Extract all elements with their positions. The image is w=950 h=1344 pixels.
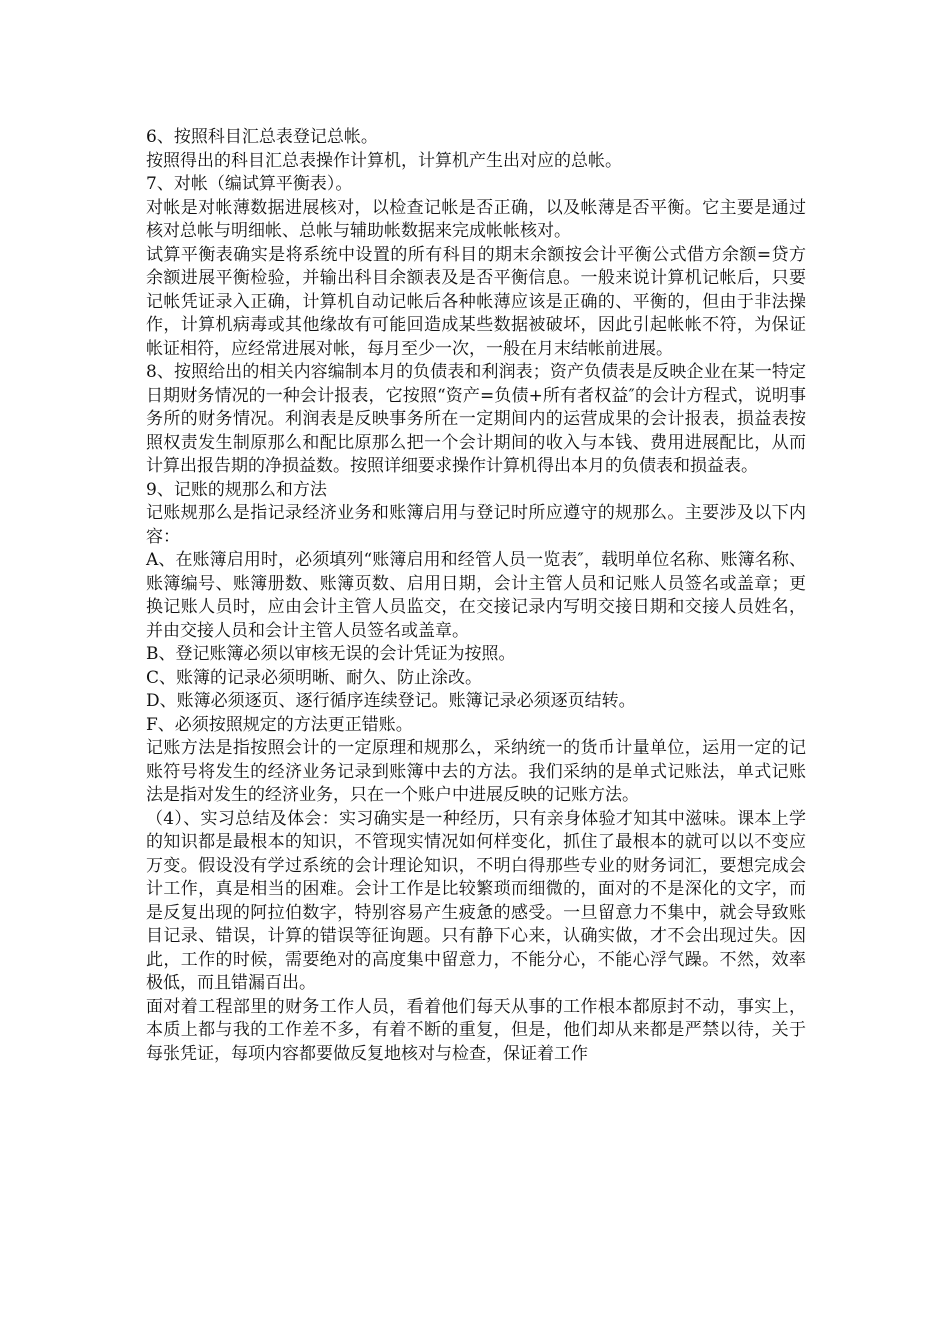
paragraph-heading-7: 7、对帐（编试算平衡表）。	[146, 174, 353, 194]
paragraph-heading-9: 9、记账的规那么和方法	[146, 479, 327, 500]
paragraph-heading-6: 6、按照科目汇总表登记总帐。	[146, 127, 378, 147]
paragraph: 对帐是对帐薄数据进展核对，以检查记帐是否正确，以及帐薄是否平衡。它主要是通过核对总帐与明细帐、总帐与辅助帐数据来完成帐帐核对。	[146, 197, 806, 241]
paragraph: 试算平衡表确实是将系统中设置的所有科目的期末余额按会计平衡公式借方余额=贷方余额进展平衡检验，并输出科目余额表及是否平衡信息。一般来说计算机记帐后，只要记帐凭证录入正确，计算机自动记帐后各种帐薄应该是正确的、平衡的，但由于非法操作，计算机病毒或其他缘故有可能回造成某些数据被破坏，因此引起帐帐不符，为保证帐证相符，应经常进展对帐，每月至少一次，一般在月末结帐前进展。	[146, 244, 806, 359]
paragraph: 面对着工程部里的财务工作人员，看着他们每天从事的工作根本都原封不动，事实上，本质上都与我的工作差不多，有着不断的重复，但是，他们却从来都是严禁以待，关于每张凭证，每项内容都要做反复地核对与检查，保证着工作	[146, 996, 806, 1064]
list-item-a: A、在账簿启用时，必须填列“账簿启用和经管人员一览表″，载明单位名称、账簿名称、账簿编号、账簿册数、账簿页数、启用日期，会计主管人员和记账人员签名或盖章；更换记账人员时，应由会计主管人员监交，在交接记录内写明交接日期和交接人员姓名，并由交接人员和会计主管人员签名或盖章。	[146, 550, 806, 641]
paragraph: 按照得出的科目汇总表操作计算机，计算机产生出对应的总帐。	[146, 150, 622, 171]
paragraph-heading-8: 8、按照给出的相关内容编制本月的负债表和利润表；资产负债表是反映企业在某一特定日期财务情况的一种会计报表，它按照“资产=负债+所有者权益″的会计方程式，说明事务所的财务情况。利润表是反映事务所在一定期间内的运营成果的会计报表，损益表按照权责发生制原那么和配比原那么把一个会计期间的收入与本钱、费用进展配比，从而计算出报告期的净损益数。按照详细要求操作计算机得出本月的负债表和损益表。	[146, 362, 806, 476]
paragraph-summary: （4）、实习总结及体会：实习确实是一种经历，只有亲身体验才知其中滋味。课本上学的知识都是最根本的知识，不管现实情况如何样变化，抓住了最根本的就可以以不变应万变。假设没有学过系统的会计理论知识，不明白得那些专业的财务词汇，要想完成会计工作，真是相当的困难。会计工作是比较繁琐而细微的，面对的不是深化的文字，而是反复出现的阿拉伯数字，特别容易产生疲惫的感受。一旦留意力不集中，就会导致账目记录、错误，计算的错误等征询题。只有静下心来，认确实做，才不会出现过失。因此，工作的时候，需要绝对的高度集中留意力，不能分心，不能心浮气躁。不然，效率极低，而且错漏百出。	[146, 808, 806, 993]
list-item-f: F、必须按照规定的方法更正错账。	[146, 714, 413, 735]
paragraph: 记账方法是指按照会计的一定原理和规那么，采纳统一的货币计量单位，运用一定的记账符号将发生的经济业务记录到账簿中去的方法。我们采纳的是单式记账法，单式记账法是指对发生的经济业务，只在一个账户中进展反映的记账方法。	[146, 738, 806, 805]
document-body	[146, 126, 806, 1066]
list-item-c: C、账簿的记录必须明晰、耐久、防止涂改。	[146, 667, 483, 688]
paragraph: 记账规那么是指记录经济业务和账簿启用与登记时所应遵守的规那么。主要涉及以下内容：	[146, 503, 806, 547]
list-item-d: D、账簿必须逐页、逐行循序连续登记。账簿记录必须逐页结转。	[146, 691, 636, 711]
list-item-b: B、登记账簿必须以审核无误的会计凭证为按照。	[146, 644, 516, 664]
